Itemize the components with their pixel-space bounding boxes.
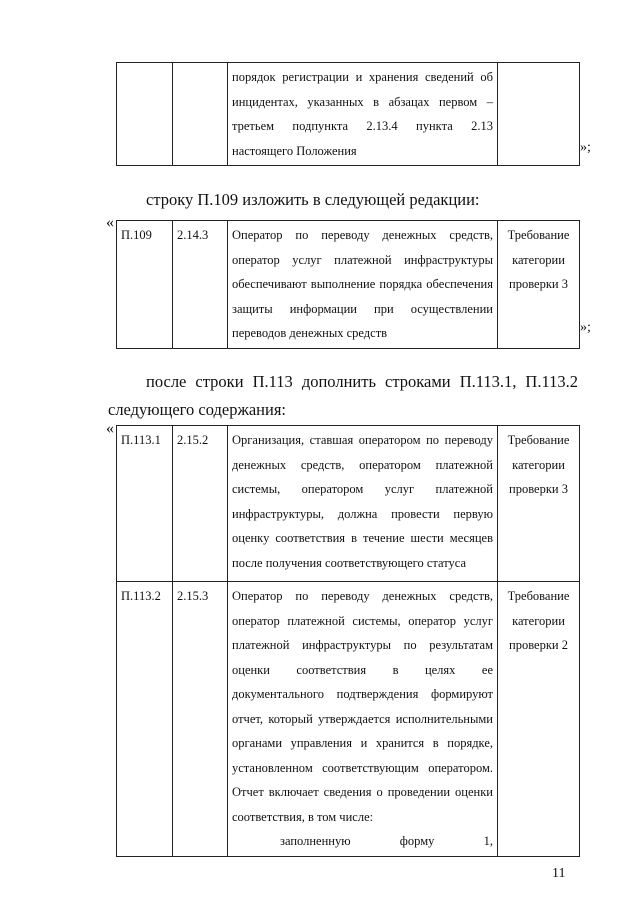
table-p113 — [116, 425, 580, 857]
row-section: 2.15.3 — [173, 582, 228, 857]
opening-quote-2: « — [106, 214, 114, 231]
row-code: П.113.2 — [117, 582, 173, 857]
row-section: 2.14.3 — [173, 221, 228, 349]
row-section — [173, 63, 228, 166]
closing-quote-1: »; — [580, 140, 591, 155]
table-continuation — [116, 62, 580, 166]
closing-quote-2: »; — [580, 320, 591, 335]
table-row — [117, 63, 580, 166]
row-requirement — [498, 63, 580, 166]
row-text-cell — [228, 582, 498, 857]
opening-quote-3: « — [106, 420, 114, 437]
page-number: 11 — [552, 866, 566, 881]
row-requirement: Требование категории проверки 2 — [498, 582, 580, 857]
row-requirement: Требование категории проверки 3 — [498, 221, 580, 349]
table-row — [117, 426, 580, 582]
table-row — [117, 582, 580, 857]
row-code: П.113.1 — [117, 426, 173, 582]
row-text: Оператор по переводу денежных средств, оператор услуг платежной инфраструктуры обеспечивают выполнение порядка обеспечения защиты информации при осуществлении переводов денежных средств — [228, 221, 498, 349]
table-row — [117, 221, 580, 349]
row-requirement: Требование категории проверки 3 — [498, 426, 580, 582]
row-text-continuation: заполненную форму 1, — [280, 834, 493, 848]
row-text: порядок регистрации и хранения сведений об инцидентах, указанных в абзацах первом – третьем подпункта 2.13.4 пункта 2.13 настоящего Положения — [228, 63, 498, 166]
row-section: 2.15.2 — [173, 426, 228, 582]
row-code: П.109 — [117, 221, 173, 349]
row-text: Оператор по переводу денежных средств, оператор платежной системы, оператор услуг платежной инфраструктуры по результатам оценки соответствия в целях ее документального подтверждения формируют отчет, который утверждается исполнительными органами управления и хранится в порядке, установленном соответствующим оператором. Отчет включает сведения о проведении оценки соответствия, в том числе: — [232, 589, 493, 824]
instruction-p113: после строки П.113 дополнить строками П.113.1, П.113.2 следующего содержания: — [108, 372, 578, 419]
row-text: Организация, ставшая оператором по переводу денежных средств, оператором платежной системы, оператором услуг платежной инфраструктуры, должна провести первую оценку соответствия в течение шести месяцев после получения соответствующего статуса — [228, 426, 498, 582]
row-code — [117, 63, 173, 166]
instruction-p109: строку П.109 изложить в следующей редакции: — [146, 190, 480, 209]
table-p109 — [116, 220, 580, 349]
